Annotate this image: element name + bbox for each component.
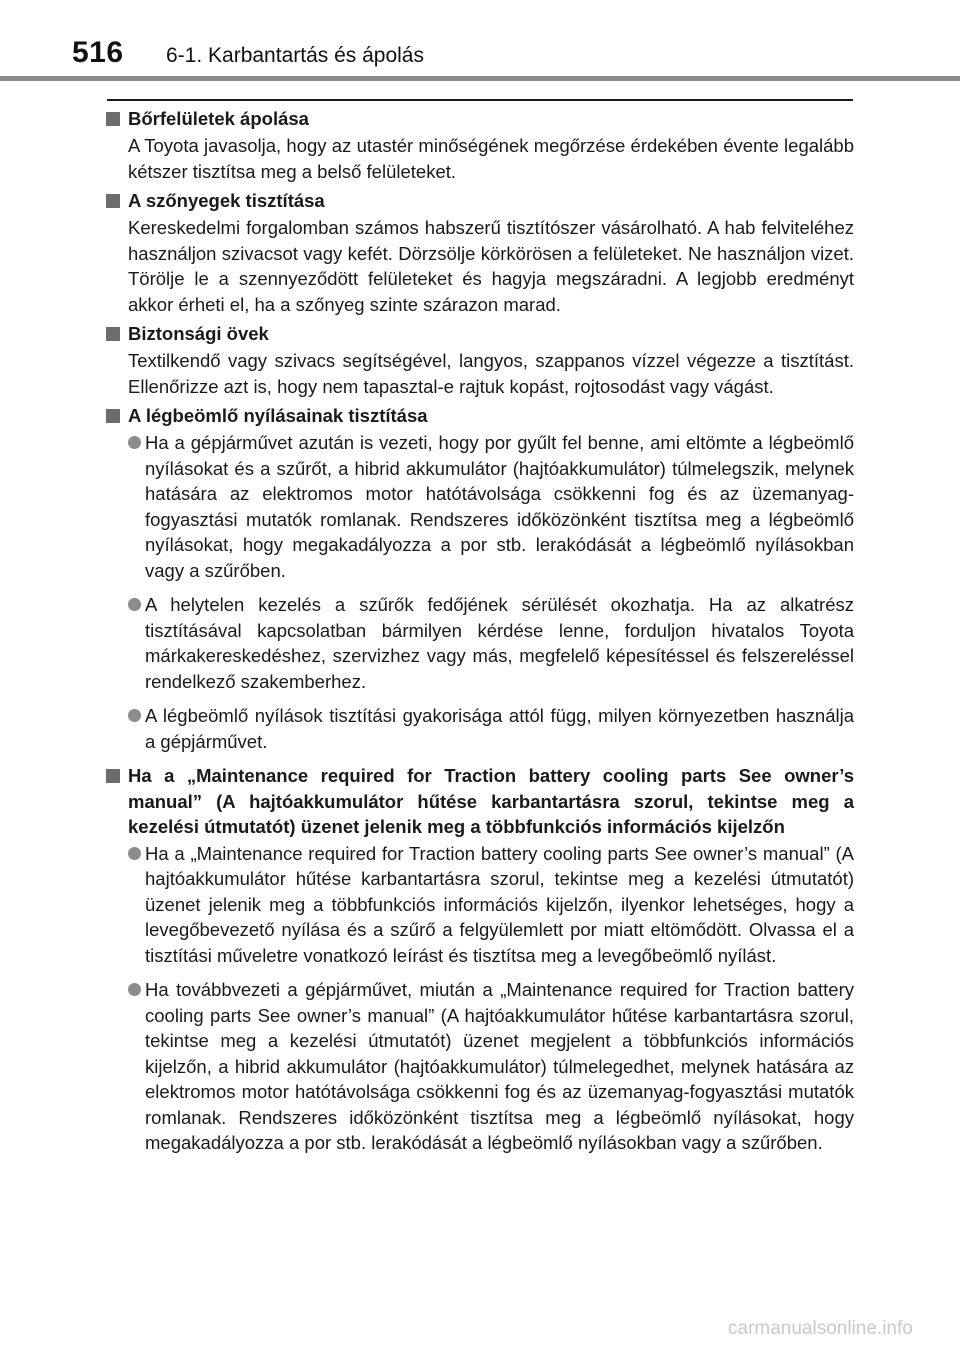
section-paragraph: Textilkendő vagy szivacs segítségével, langyos, szappanos vízzel végezze a tisztítást. Ellenőrizze azt is, hogy nem tapasztal-e rajtuk kopást, rojtosodást vagy vágást. — [128, 350, 854, 397]
bullet-item: Ha a „Maintenance required for Traction battery cooling parts See owner’s manual” (A hajtóakkumulátor hűtése karbantartásra szorul, tekintse meg a kezelési útmutatót) üzenet jelenik meg a többfunkciós információs kijelzőn, ilyenkor lehetséges, hogy a levegőbevezető nyílása és a szűrő a felgyülemlett por miatt eltömődött. Olvassa el a tisztítási műveletre vonatkozó leírást és tisztítsa meg a levegőbeömlő nyílást. — [128, 841, 854, 969]
section-title: Bőrfelületek ápolása — [106, 106, 854, 132]
section-air-intake-cleaning — [106, 403, 854, 754]
section-paragraph: A Toyota javasolja, hogy az utastér minőségének megőrzése érdekében évente legalább kétszer tisztítsa meg a belső felületeket. — [128, 135, 854, 182]
round-bullet-icon — [128, 709, 141, 722]
chapter-title: 6-1. Karbantartás és ápolás — [166, 44, 424, 67]
round-bullet-icon — [128, 598, 141, 611]
section-title: A szőnyegek tisztítása — [106, 188, 854, 214]
watermark-text: carmanualsonline.info — [728, 1318, 913, 1339]
square-bullet-icon — [106, 327, 120, 341]
section-paragraph: Kereskedelmi forgalomban számos habszerű tisztítószer vásárolható. A hab felviteléhez használjon szivacsot vagy kefét. Dörzsölje körkörösen a felületeket. Ne használjon vizet. Törölje le a szennyeződött felületeket és hagyja megszáradni. A legjobb eredményt akkor érheti el, ha a szőnyeg szinte szárazon marad. — [128, 217, 854, 315]
bullet-item: A légbeömlő nyílások tisztítási gyakorisága attól függ, milyen környezetben használja a gépjárművet. — [128, 703, 854, 754]
square-bullet-icon — [106, 409, 120, 423]
square-bullet-icon — [106, 194, 120, 208]
round-bullet-icon — [128, 983, 141, 996]
section-carpet-cleaning — [106, 188, 854, 317]
header-divider — [0, 76, 960, 81]
round-bullet-icon — [128, 436, 141, 449]
section-title: Ha a „Maintenance required for Traction battery cooling parts See owner’s manual” (A hajtóakkumulátor hűtése karbantartásra szorul, tekintse meg a kezelési útmutatót) üzenet jelenik meg a többfunkciós információs kijelzőn — [106, 763, 854, 840]
round-bullet-icon — [128, 847, 141, 860]
page-number: 516 — [72, 36, 124, 69]
bullet-item: A helytelen kezelés a szűrők fedőjének sérülését okozhatja. Ha az alkatrész tisztításával kapcsolatban bármilyen kérdése lenne, forduljon hivatalos Toyota márkakereskedéshez, szervizhez vagy más, megfelelő képesítéssel és felszereléssel rendelkező szakemberhez. — [128, 592, 854, 694]
bullet-item: Ha továbbvezeti a gépjárművet, miután a „Maintenance required for Traction battery cooling parts See owner’s manual” (A hajtóakkumulátor hűtése karbantartásra szorul, tekintse meg a kezelési útmutatót) üzenet megjelent a többfunkciós információs kijelzőn, a hibrid akkumulátor (hajtóakkumulátor) túlmelegedhet, melynek hatására az elektromos motor hatótávolsága csökkenni fog és az üzemanyag-fogyasztási mutatók romlanak. Rendszeres időközönként tisztítsa meg a légbeömlő nyílásokat, hogy megakadályozza a por stb. lerakódását a légbeömlő nyílásokban vagy a szűrőben. — [128, 977, 854, 1156]
page-header — [0, 0, 960, 80]
bullet-item: Ha a gépjárművet azután is vezeti, hogy por gyűlt fel benne, ami eltömte a légbeömlő nyílásokat és a szűrőt, a hibrid akkumulátor (hajtóakkumulátor) túlmelegszik, melynek hatására az elektromos motor hatótávolsága csökkenni fog és az üzemanyag-fogyasztási mutatók romlanak. Rendszeres időközönként tisztítsa meg a légbeömlő nyílásokat, hogy megakadályozza a por stb. lerakódását a légbeömlő nyílásokban vagy a szűrőben. — [128, 430, 854, 583]
section-seat-belts — [106, 321, 854, 399]
section-maintenance-message — [106, 763, 854, 1156]
section-title: Biztonsági övek — [106, 321, 854, 347]
section-top-rule — [107, 99, 853, 101]
square-bullet-icon — [106, 112, 120, 126]
page-content — [106, 106, 854, 1165]
square-bullet-icon — [106, 769, 120, 783]
section-leather-care — [106, 106, 854, 184]
section-title: A légbeömlő nyílásainak tisztítása — [106, 403, 854, 429]
